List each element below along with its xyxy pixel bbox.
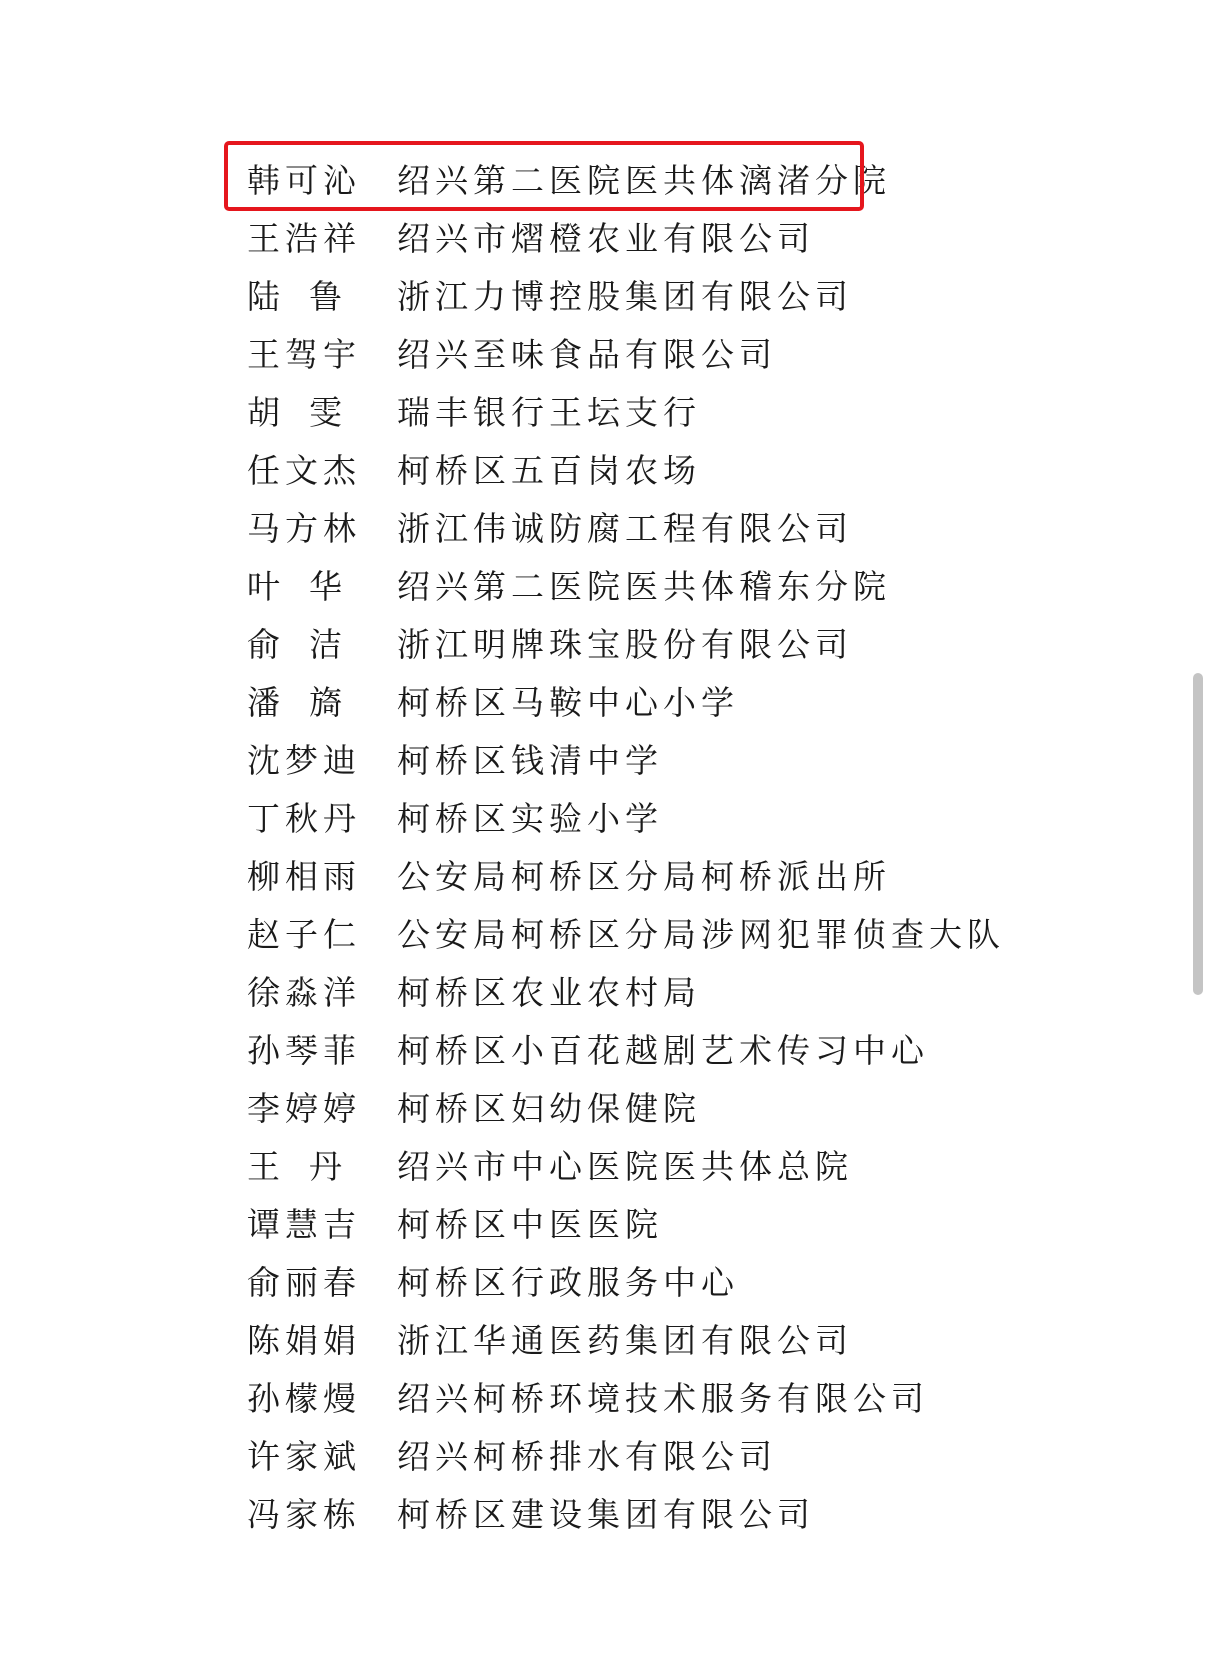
organization-name: 绍兴柯桥环境技术服务有限公司 [397, 1378, 929, 1418]
list-item [247, 671, 1027, 729]
organization-name: 柯桥区建设集团有限公司 [397, 1494, 815, 1534]
person-name: 王驾宇 [247, 334, 361, 374]
list-item [247, 323, 1027, 381]
list-item [247, 207, 1027, 265]
list-item [247, 613, 1027, 671]
list-item [247, 903, 1027, 961]
person-name: 叶 华 [247, 566, 342, 606]
person-name: 王浩祥 [247, 218, 361, 258]
organization-name: 柯桥区五百岗农场 [397, 450, 701, 490]
person-name: 沈梦迪 [247, 740, 361, 780]
person-name: 任文杰 [247, 450, 361, 490]
organization-name: 绍兴至味食品有限公司 [397, 334, 777, 374]
person-name: 冯家栋 [247, 1494, 361, 1534]
person-name: 李婷婷 [247, 1088, 361, 1128]
person-name: 孙檬熳 [247, 1378, 361, 1418]
organization-name: 公安局柯桥区分局涉网犯罪侦查大队 [397, 914, 1005, 954]
person-name: 徐淼洋 [247, 972, 361, 1012]
list-item [247, 439, 1027, 497]
list-item [247, 497, 1027, 555]
organization-name: 柯桥区行政服务中心 [397, 1262, 739, 1302]
name-list [247, 149, 1027, 1541]
person-name: 陈娟娟 [247, 1320, 361, 1360]
person-name: 俞丽春 [247, 1262, 361, 1302]
organization-name: 柯桥区中医医院 [397, 1204, 663, 1244]
person-name: 陆 鲁 [247, 276, 342, 316]
organization-name: 绍兴市熠橙农业有限公司 [397, 218, 815, 258]
list-item [247, 1251, 1027, 1309]
list-item [247, 729, 1027, 787]
organization-name: 浙江力博控股集团有限公司 [397, 276, 853, 316]
person-name: 俞 洁 [247, 624, 342, 664]
person-name: 许家斌 [247, 1436, 361, 1476]
organization-name: 柯桥区妇幼保健院 [397, 1088, 701, 1128]
person-name: 柳相雨 [247, 856, 361, 896]
list-item [247, 961, 1027, 1019]
person-name: 谭慧吉 [247, 1204, 361, 1244]
organization-name: 浙江华通医药集团有限公司 [397, 1320, 853, 1360]
person-name: 潘 旖 [247, 682, 342, 722]
organization-name: 柯桥区钱清中学 [397, 740, 663, 780]
person-name: 赵子仁 [247, 914, 361, 954]
list-item [247, 1425, 1027, 1483]
organization-name: 柯桥区马鞍中心小学 [397, 682, 739, 722]
person-name: 马方林 [247, 508, 361, 548]
person-name: 韩可沁 [247, 160, 361, 200]
list-item [247, 1193, 1027, 1251]
organization-name: 柯桥区农业农村局 [397, 972, 701, 1012]
person-name: 王 丹 [247, 1146, 342, 1186]
organization-name: 绍兴柯桥排水有限公司 [397, 1436, 777, 1476]
list-item [247, 555, 1027, 613]
list-item [247, 1077, 1027, 1135]
highlight-box [224, 141, 864, 211]
list-item [247, 381, 1027, 439]
person-name: 孙琴菲 [247, 1030, 361, 1070]
list-item [247, 1135, 1027, 1193]
list-item [247, 845, 1027, 903]
organization-name: 公安局柯桥区分局柯桥派出所 [397, 856, 891, 896]
organization-name: 绍兴市中心医院医共体总院 [397, 1146, 853, 1186]
list-item [247, 265, 1027, 323]
person-name: 胡 雯 [247, 392, 342, 432]
list-item [247, 1309, 1027, 1367]
organization-name: 绍兴第二医院医共体稽东分院 [397, 566, 891, 606]
list-item [247, 1367, 1027, 1425]
organization-name: 浙江明牌珠宝股份有限公司 [397, 624, 853, 664]
scrollbar-thumb[interactable] [1193, 673, 1203, 995]
organization-name: 瑞丰银行王坛支行 [397, 392, 701, 432]
list-item [247, 1483, 1027, 1541]
organization-name: 柯桥区小百花越剧艺术传习中心 [397, 1030, 929, 1070]
organization-name: 绍兴第二医院医共体漓渚分院 [397, 160, 891, 200]
organization-name: 浙江伟诚防腐工程有限公司 [397, 508, 853, 548]
person-name: 丁秋丹 [247, 798, 361, 838]
organization-name: 柯桥区实验小学 [397, 798, 663, 838]
list-item [247, 787, 1027, 845]
list-item [247, 1019, 1027, 1077]
